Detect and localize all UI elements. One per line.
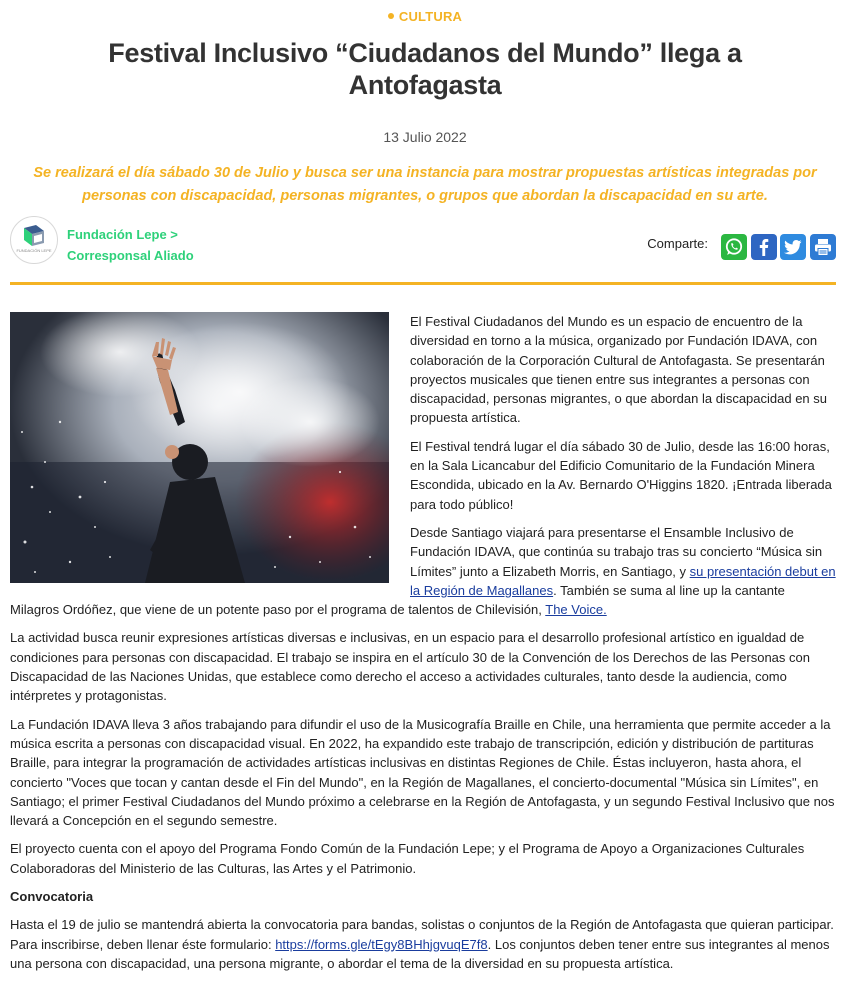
paragraph-3-text-a: Desde Santiago viajará para presentarse el Ensamble Inclusivo de Fundación IDAVA, que continúa su trabajo tras su concierto “Música sin Límites” junto a Elizabeth Morris, en Santiago, y (410, 524, 823, 579)
author-name[interactable]: Fundación Lepe > (67, 227, 178, 242)
fundacion-lepe-logo-icon (22, 225, 46, 247)
convocatoria-heading: Convocatoria (10, 889, 94, 905)
author-share-row (10, 216, 836, 270)
body-paragraph-6: El proyecto cuenta con el apoyo del Programa Fondo Común de la Fundación Lepe; y el Programa de Apoyo a Organizaciones Culturales Colaboradoras del Ministerio de las Culturas, las Artes y el Patrimonio. (10, 841, 805, 876)
the-voice-link[interactable]: The Voice. (545, 602, 607, 618)
concert-photo-image (10, 312, 389, 583)
whatsapp-icon (724, 237, 744, 257)
body-paragraph-7 (10, 915, 836, 973)
article-body (10, 312, 836, 982)
article-date: 13 Julio 2022 (383, 129, 467, 145)
print-icon (813, 237, 833, 257)
registration-form-link[interactable]: https://forms.gle/tEgy8BHhjgvuqE7f8 (275, 936, 488, 952)
author-link[interactable] (67, 224, 194, 266)
body-paragraph-1: El Festival Ciudadanos del Mundo es un espacio de encuentro de la diversidad en torno a la música, organizado por Fundación IDAVA, con colaboración de la Corporación Cultural de Antofagasta. Se presentarán proyectos musicales que tienen entre sus integrantes a personas con discapacidad, personas migrantes, o que abordan la discapacidad en su propuesta artística. (410, 314, 827, 426)
share-twitter-button[interactable] (780, 234, 806, 260)
paragraph-7-text-b: . Los conjuntos deben tener entre sus integrantes al menos una persona con discapacidad, una persona migrante, o abordar el tema de la diversidad en su propuesta artística. (10, 936, 830, 971)
share-label: Comparte: (647, 236, 708, 251)
author-avatar[interactable] (10, 216, 58, 264)
share-facebook-button[interactable] (751, 234, 777, 260)
magallanes-debut-link[interactable]: su presentación debut en la Región de Magallanes (410, 563, 836, 598)
category-text: CULTURA (398, 9, 463, 24)
print-button[interactable] (810, 234, 836, 260)
facebook-icon (754, 237, 774, 257)
avatar-caption: FUNDACIÓN LEPE (16, 248, 52, 253)
paragraph-3-text-b: . También se suma al line up la cantante Milagros Ordóñez, que viene de un potente paso por el programa de talentos de Chilevisión, (10, 582, 785, 618)
body-paragraph-5: La Fundación IDAVA lleva 3 años trabajando para difundir el uso de la Musicografía Braille en Chile, una herramienta que permite acceder a la música escrita a personas con discapacidad visual. En 2022, ha expandido este trabajo de transcripción, edición y distribución de partituras Braille, para integrar la programación de actividades artísticas inclusivas en distintas Regiones de Chile. Éstas incluyeron, hasta ahora, el concierto "Voces que tocan y cantan desde el Fin del Mundo", en la Región de Magallanes, el concierto-documental "Música sin Límites", en Santiago; el primer Festival Ciudadanos del Mundo próximo a celebrarse en la Región de Antofagasta, y un segundo Festival Inclusivo que nos llevará a Concepción en el segundo semestre. (10, 716, 835, 829)
twitter-icon (783, 237, 803, 257)
body-paragraph-2: El Festival tendrá lugar el día sábado 30 de Julio, desde las 16:00 horas, en la Sala Licancabur del Edificio Comunitario de la Fundación Minera Escondida, ubicado en la Av. Bernardo O'Higgins 1820. ¡Entrada liberada para todo público! (410, 438, 832, 512)
share-whatsapp-button[interactable] (721, 234, 747, 260)
header-divider (10, 282, 836, 285)
paragraph-7-text-a: Hasta el 19 de julio se mantendrá abierta la convocatoria para bandas, solistas o conjuntos de la Región de Antofagasta que quieran participar. Para inscribirse, deben llenar éste formulario: (10, 917, 834, 952)
article-lead: Se realizará el día sábado 30 de Julio y busca ser una instancia para mostrar propuestas artísticas integradas por personas con discapacidad, personas migrantes, o grupos que abordan la discapacidad en su arte. (33, 165, 817, 204)
body-paragraph-4: La actividad busca reunir expresiones artísticas diversas e inclusivas, en un espacio para el desarrollo profesional artístico en igualdad de condiciones para personas con discapacidad. El trabajo se inspira en el artículo 30 de la Convención de los Derechos de las Personas con Discapacidad de las Naciones Unidas, que establece como derecho el acceso a actividades culturales, tanto desde la audiencia, como intérpretes y protagonistas. (10, 630, 810, 704)
category-dot-icon (388, 13, 394, 19)
author-role: Corresponsal Aliado (67, 248, 194, 263)
category-label[interactable] (0, 0, 850, 24)
article-title: Festival Inclusivo “Ciudadanos del Mundo” llega a Antofagasta (108, 38, 742, 100)
article-photo (10, 312, 389, 583)
